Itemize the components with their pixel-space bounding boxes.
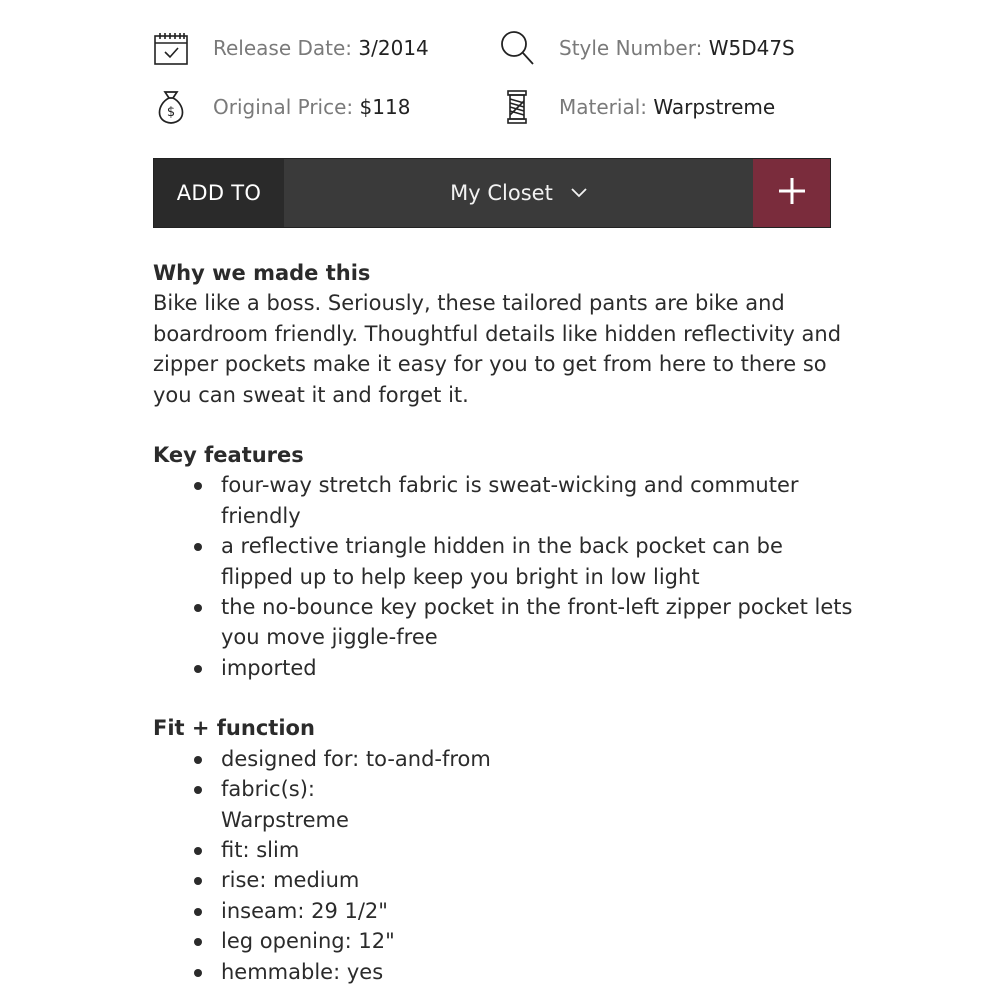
fabric-value: Warpstreme bbox=[221, 807, 349, 832]
add-button[interactable] bbox=[753, 159, 830, 227]
list-item: rise: medium bbox=[221, 865, 853, 895]
list-item: inseam: 29 1/2" bbox=[221, 896, 853, 926]
fit-list bbox=[153, 744, 853, 987]
list-item: imported bbox=[221, 653, 853, 683]
closet-dropdown[interactable] bbox=[284, 159, 753, 227]
list-item: fit: slim bbox=[221, 835, 853, 865]
list-item: hemmable: yes bbox=[221, 957, 853, 987]
svg-text:$: $ bbox=[166, 105, 176, 120]
add-to-label: ADD TO bbox=[154, 159, 284, 227]
meta-row-1 bbox=[153, 28, 853, 68]
calendar-icon bbox=[153, 28, 189, 68]
fabric-label: fabric(s): bbox=[221, 777, 316, 802]
style-number-label: Style Number: bbox=[559, 36, 709, 60]
money-bag-icon bbox=[153, 87, 189, 127]
original-price-label: Original Price: bbox=[213, 95, 360, 119]
add-to-closet-bar bbox=[153, 158, 831, 228]
chevron-down-icon bbox=[571, 188, 587, 198]
material-value: Warpstreme bbox=[653, 95, 776, 119]
release-date-label: Release Date: bbox=[213, 36, 359, 60]
features-heading: Key features bbox=[153, 443, 304, 468]
closet-dropdown-value: My Closet bbox=[450, 181, 553, 205]
list-item bbox=[221, 774, 853, 835]
style-number bbox=[499, 28, 845, 68]
thread-spool-icon bbox=[499, 87, 535, 127]
list-item: a reflective triangle hidden in the back pocket can be flipped up to help keep you bright in low light bbox=[221, 531, 853, 592]
fit-heading: Fit + function bbox=[153, 716, 315, 741]
list-item: designed for: to-and-from bbox=[221, 744, 853, 774]
list-item: the no-bounce key pocket in the front-left zipper pocket lets you move jiggle-free bbox=[221, 592, 853, 653]
original-price bbox=[153, 87, 499, 127]
meta-row-2 bbox=[153, 87, 853, 127]
list-item: four-way stretch fabric is sweat-wicking and commuter friendly bbox=[221, 470, 853, 531]
release-date-value: 3/2014 bbox=[358, 36, 429, 60]
material-label: Material: bbox=[559, 95, 654, 119]
style-number-value: W5D47S bbox=[708, 36, 795, 60]
why-heading: Why we made this bbox=[153, 261, 371, 285]
plus-icon bbox=[778, 177, 806, 209]
original-price-value: $118 bbox=[359, 95, 411, 119]
features-list bbox=[153, 470, 853, 683]
search-icon bbox=[499, 28, 535, 68]
list-item: leg opening: 12" bbox=[221, 926, 853, 956]
why-body: Bike like a boss. Seriously, these tailored pants are bike and boardroom friendly. Thoughtful details like hidden reflectivity and zipper pockets make it easy for you to get from here to there so you can sweat it and forget it. bbox=[153, 291, 842, 407]
release-date bbox=[153, 28, 499, 68]
product-description bbox=[153, 258, 853, 987]
material bbox=[499, 87, 845, 127]
